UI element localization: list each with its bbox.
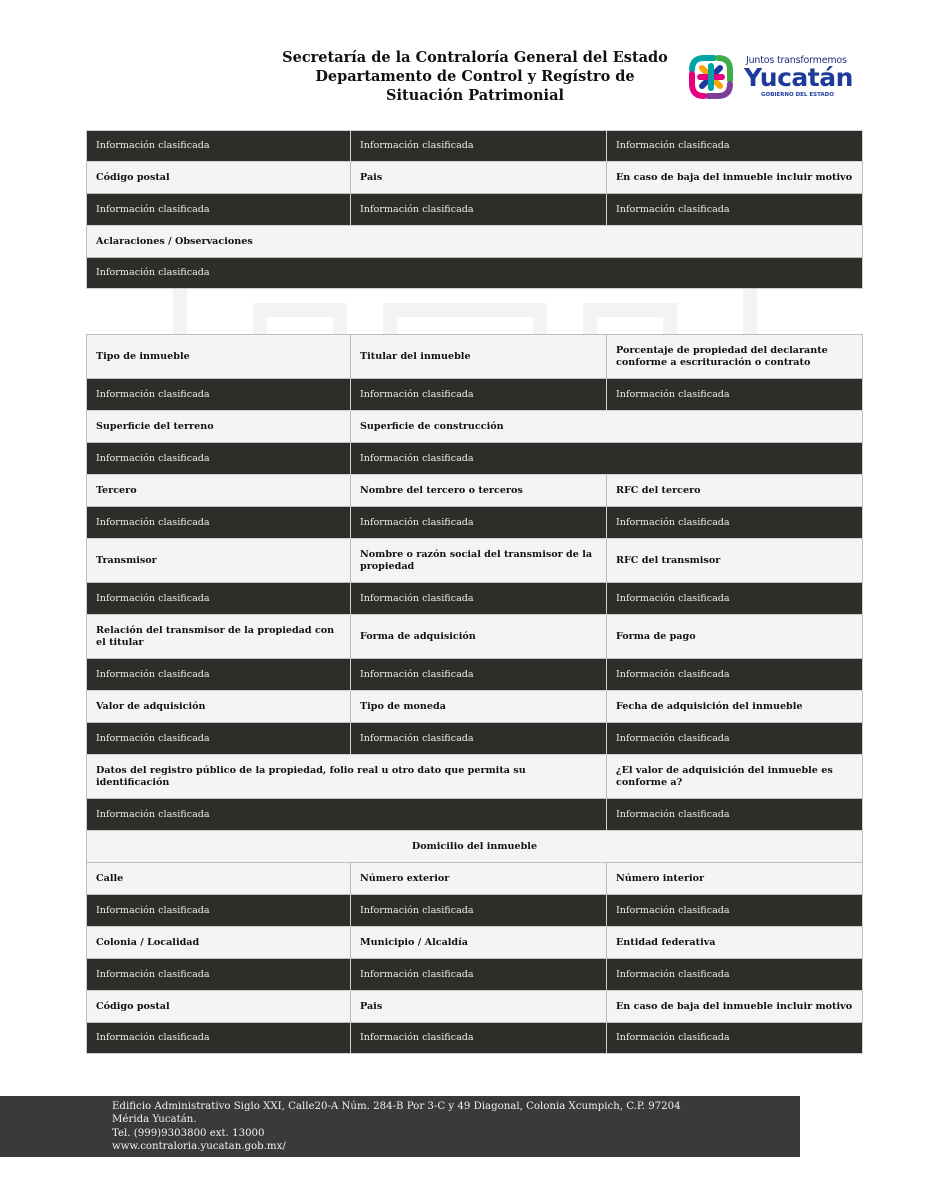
- property-table-continued: [86, 130, 863, 289]
- classified-value-cell: Información clasificada: [87, 799, 607, 831]
- classified-value-cell: Información clasificada: [351, 131, 607, 162]
- classified-value-cell: Información clasificada: [87, 1023, 351, 1054]
- table-row: [87, 615, 863, 659]
- classified-value-cell: Información clasificada: [607, 507, 863, 539]
- public-registry-label: Datos del registro público de la propiedad, folio real u otro dato que permita su identificación: [87, 755, 607, 799]
- header-title-line-1: Secretaría de la Contraloría General del Estado: [282, 49, 668, 66]
- table-row: [87, 991, 863, 1023]
- classified-value-cell: Información clasificada: [87, 131, 351, 162]
- classified-value-cell: Información clasificada: [351, 659, 607, 691]
- table-row: [87, 755, 863, 799]
- classified-value-cell: Información clasificada: [87, 194, 351, 226]
- table-row: [87, 258, 863, 289]
- table-row: [87, 335, 863, 379]
- classified-value-cell: Información clasificada: [351, 583, 607, 615]
- transmitter-rfc-label: RFC del transmisor: [607, 539, 863, 583]
- logo-subtitle: GOBIERNO DEL ESTADO: [761, 92, 834, 98]
- classified-value-cell: Información clasificada: [87, 379, 351, 411]
- classified-value-cell: Información clasificada: [87, 583, 351, 615]
- land-area-label: Superficie del terreno: [87, 411, 351, 443]
- table-row: [87, 131, 863, 162]
- transmitter-name-label: Nombre o razón social del transmisor de la propiedad: [351, 539, 607, 583]
- table-row: [87, 723, 863, 755]
- page-footer: [0, 1096, 800, 1157]
- table-row: [87, 863, 863, 895]
- postal-code-label: Código postal: [87, 991, 351, 1023]
- classified-value-cell: Información clasificada: [351, 1023, 607, 1054]
- table-row: [87, 443, 863, 475]
- header-title-line-3: Situación Patrimonial: [386, 87, 564, 104]
- acquisition-date-label: Fecha de adquisición del inmueble: [607, 691, 863, 723]
- removal-reason-label: En caso de baja del inmueble incluir motivo: [607, 991, 863, 1023]
- street-label: Calle: [87, 863, 351, 895]
- classified-value-cell: Información clasificada: [87, 258, 863, 289]
- transmitter-relation-label: Relación del transmisor de la propiedad con el titular: [87, 615, 351, 659]
- table-row: [87, 895, 863, 927]
- classified-value-cell: Información clasificada: [351, 507, 607, 539]
- header-title-line-2: Departamento de Control y Regístro de: [315, 68, 635, 85]
- classified-value-cell: Información clasificada: [351, 443, 863, 475]
- classified-value-cell: Información clasificada: [607, 659, 863, 691]
- payment-form-label: Forma de pago: [607, 615, 863, 659]
- yucatan-knot-logo-icon: [684, 50, 738, 104]
- table-row: [87, 659, 863, 691]
- classified-value-cell: Información clasificada: [607, 194, 863, 226]
- state-label: Entidad federativa: [607, 927, 863, 959]
- classified-value-cell: Información clasificada: [87, 659, 351, 691]
- classified-value-cell: Información clasificada: [351, 723, 607, 755]
- postal-code-label: Código postal: [87, 162, 351, 194]
- interior-number-label: Número interior: [607, 863, 863, 895]
- municipality-label: Municipio / Alcaldía: [351, 927, 607, 959]
- classified-value-cell: Información clasificada: [87, 507, 351, 539]
- table-row: [87, 475, 863, 507]
- table-row: [87, 226, 863, 258]
- logo-tagline: Juntos transformemos: [746, 55, 847, 66]
- table-row: [87, 507, 863, 539]
- country-label: Pais: [351, 991, 607, 1023]
- property-owner-label: Titular del inmueble: [351, 335, 607, 379]
- classified-value-cell: Información clasificada: [87, 443, 351, 475]
- table-row: [87, 959, 863, 991]
- classified-value-cell: Información clasificada: [607, 959, 863, 991]
- construction-area-label: Superficie de construcción: [351, 411, 863, 443]
- classified-value-cell: Información clasificada: [607, 131, 863, 162]
- table-row: [87, 379, 863, 411]
- classified-value-cell: Información clasificada: [607, 799, 863, 831]
- property-address-section-title: Domicilio del inmueble: [87, 831, 863, 863]
- footer-website-link[interactable]: www.contraloria.yucatan.gob.mx/: [112, 1141, 286, 1152]
- table-row: [87, 583, 863, 615]
- classified-value-cell: Información clasificada: [87, 895, 351, 927]
- country-label: Pais: [351, 162, 607, 194]
- table-row: [87, 1023, 863, 1054]
- classified-value-cell: Información clasificada: [87, 723, 351, 755]
- currency-type-label: Tipo de moneda: [351, 691, 607, 723]
- yucatan-government-logo: [684, 50, 859, 108]
- acquisition-form-label: Forma de adquisición: [351, 615, 607, 659]
- classified-value-cell: Información clasificada: [87, 959, 351, 991]
- document-header-title: [270, 48, 680, 105]
- removal-reason-label: En caso de baja del inmueble incluir motivo: [607, 162, 863, 194]
- classified-value-cell: Información clasificada: [607, 379, 863, 411]
- neighborhood-label: Colonia / Localidad: [87, 927, 351, 959]
- table-row: [87, 194, 863, 226]
- table-row: [87, 539, 863, 583]
- classified-value-cell: Información clasificada: [351, 194, 607, 226]
- footer-phone: Tel. (999)9303800 ext. 13000: [112, 1128, 265, 1139]
- third-party-name-label: Nombre del tercero o terceros: [351, 475, 607, 507]
- observations-label: Aclaraciones / Observaciones: [87, 226, 863, 258]
- third-party-label: Tercero: [87, 475, 351, 507]
- property-table: [86, 334, 863, 1054]
- classified-value-cell: Información clasificada: [607, 895, 863, 927]
- ownership-percentage-label: Porcentaje de propiedad del declarante conforme a escrituración o contrato: [607, 335, 863, 379]
- transmitter-label: Transmisor: [87, 539, 351, 583]
- third-party-rfc-label: RFC del tercero: [607, 475, 863, 507]
- classified-value-cell: Información clasificada: [607, 723, 863, 755]
- table-row: [87, 927, 863, 959]
- table-row: [87, 411, 863, 443]
- acquisition-value-label: Valor de adquisición: [87, 691, 351, 723]
- classified-value-cell: Información clasificada: [351, 895, 607, 927]
- footer-city: Mérida Yucatán.: [112, 1114, 197, 1125]
- classified-value-cell: Información clasificada: [607, 583, 863, 615]
- property-type-label: Tipo de inmueble: [87, 335, 351, 379]
- classified-value-cell: Información clasificada: [351, 959, 607, 991]
- logo-brand-name: Yucatán: [744, 63, 853, 92]
- exterior-number-label: Número exterior: [351, 863, 607, 895]
- table-row: [87, 831, 863, 863]
- footer-address: Edificio Administrativo Siglo XXI, Calle20-A Núm. 284-B Por 3-C y 49 Diagonal, Colonia Xcumpich, C.P. 97204: [112, 1101, 681, 1112]
- acquisition-value-basis-label: ¿El valor de adquisición del inmueble es conforme a?: [607, 755, 863, 799]
- table-row: [87, 691, 863, 723]
- classified-value-cell: Información clasificada: [351, 379, 607, 411]
- table-row: [87, 162, 863, 194]
- classified-value-cell: Información clasificada: [607, 1023, 863, 1054]
- table-row: [87, 799, 863, 831]
